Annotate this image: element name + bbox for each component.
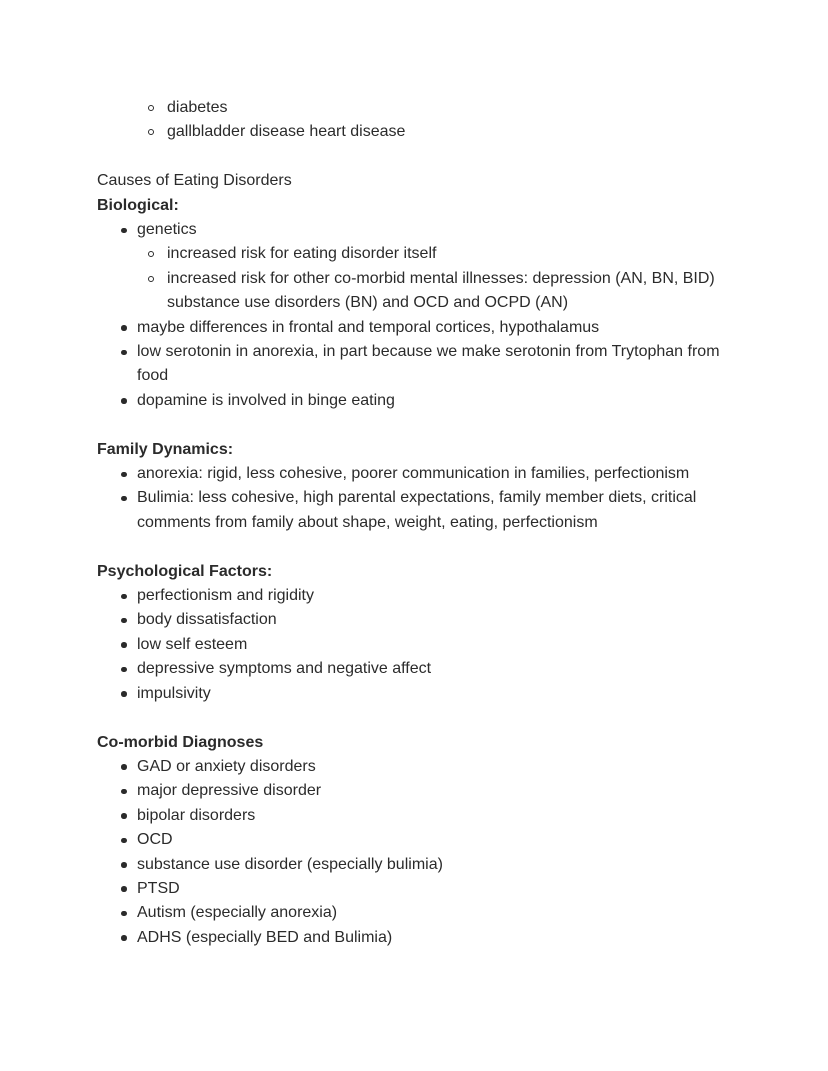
circle-bullet-icon (148, 105, 154, 111)
list-item (97, 804, 729, 828)
list-item-text: genetics (137, 221, 197, 239)
list-item (97, 486, 729, 535)
list-item (97, 316, 729, 340)
circle-bullet-icon (148, 251, 154, 257)
list-item-text: PTSD (137, 879, 180, 897)
list-item (97, 901, 729, 925)
list-item-text: low serotonin in anorexia, in part because we make serotonin from Trytophan from food (137, 343, 720, 385)
list-item (97, 779, 729, 803)
comorbid-diagnoses-list (97, 755, 729, 950)
document-title: Causes of Eating Disorders (97, 172, 292, 190)
list-item-text: depressive symptoms and negative affect (137, 660, 432, 678)
list-item (97, 877, 729, 901)
disc-bullet-icon (121, 911, 127, 917)
blank-line (97, 706, 729, 730)
list-item (97, 828, 729, 852)
list-item (97, 340, 729, 389)
psychological-factors-list (97, 584, 729, 706)
list-item (137, 242, 729, 266)
disc-bullet-icon (121, 862, 127, 868)
list-item-text: Autism (especially anorexia) (137, 904, 338, 922)
list-item (97, 218, 729, 316)
list-item-text: impulsivity (137, 684, 211, 702)
heading-comorbid-diagnoses: Co-morbid Diagnoses (97, 733, 264, 751)
blank-line (97, 145, 729, 169)
disc-bullet-icon (121, 691, 127, 697)
list-item-text: perfectionism and rigidity (137, 587, 314, 605)
list-item (97, 120, 729, 144)
list-item-text: OCD (137, 831, 173, 849)
list-item (97, 389, 729, 413)
blank-line (97, 413, 729, 437)
list-item (97, 682, 729, 706)
disc-bullet-icon (121, 764, 127, 770)
list-item-text: body dissatisfaction (137, 611, 277, 629)
genetics-sublist (137, 242, 729, 315)
list-item (137, 267, 729, 316)
list-item-text: substance use disorder (especially bulimia) (137, 855, 443, 873)
list-item-text: maybe differences in frontal and temporal cortices, hypothalamus (137, 318, 600, 336)
disc-bullet-icon (121, 228, 127, 234)
disc-bullet-icon (121, 398, 127, 404)
disc-bullet-icon (121, 667, 127, 673)
list-item (97, 633, 729, 657)
disc-bullet-icon (121, 594, 127, 600)
circle-bullet-icon (148, 129, 154, 135)
list-item-text: increased risk for other co-morbid mental illnesses: depression (AN, BN, BID) substance use disorders (BN) and OCD and OCPD (AN) (167, 269, 715, 312)
list-item-text: major depressive disorder (137, 782, 322, 800)
list-item (97, 657, 729, 681)
list-item-text: Bulimia: less cohesive, high parental expectations, family member diets, critical comments from family about shape, weight, eating, perfectionism (137, 489, 697, 531)
disc-bullet-icon (121, 789, 127, 795)
list-item (97, 584, 729, 608)
disc-bullet-icon (121, 642, 127, 648)
biological-list (97, 218, 729, 413)
list-item-text: ADHS (especially BED and Bulimia) (137, 928, 393, 946)
list-item-text: dopamine is involved in binge eating (137, 391, 395, 409)
disc-bullet-icon (121, 496, 127, 502)
overflow-sublist (97, 96, 729, 145)
list-item (97, 853, 729, 877)
disc-bullet-icon (121, 472, 127, 478)
heading-family-dynamics: Family Dynamics: (97, 440, 234, 458)
list-item-text: anorexia: rigid, less cohesive, poorer communication in families, perfectionism (137, 465, 690, 483)
list-item-text: bipolar disorders (137, 806, 256, 824)
heading-biological: Biological: (97, 196, 179, 214)
list-item-text: low self esteem (137, 635, 248, 653)
list-item (97, 926, 729, 950)
disc-bullet-icon (121, 325, 127, 331)
disc-bullet-icon (121, 935, 127, 941)
list-item-text: GAD or anxiety disorders (137, 757, 316, 775)
list-item (97, 96, 729, 120)
list-item-text: diabetes (167, 99, 228, 116)
list-item-text: increased risk for eating disorder itself (167, 245, 437, 263)
disc-bullet-icon (121, 350, 127, 356)
circle-bullet-icon (148, 276, 154, 282)
list-item (97, 608, 729, 632)
list-item (97, 755, 729, 779)
blank-line (97, 535, 729, 559)
disc-bullet-icon (121, 813, 127, 819)
family-dynamics-list (97, 462, 729, 535)
heading-psychological-factors: Psychological Factors: (97, 562, 273, 580)
list-item (97, 462, 729, 486)
notes-document (97, 96, 729, 950)
list-item-text: gallbladder disease heart disease (167, 123, 406, 141)
disc-bullet-icon (121, 886, 127, 892)
disc-bullet-icon (121, 838, 127, 844)
disc-bullet-icon (121, 618, 127, 624)
